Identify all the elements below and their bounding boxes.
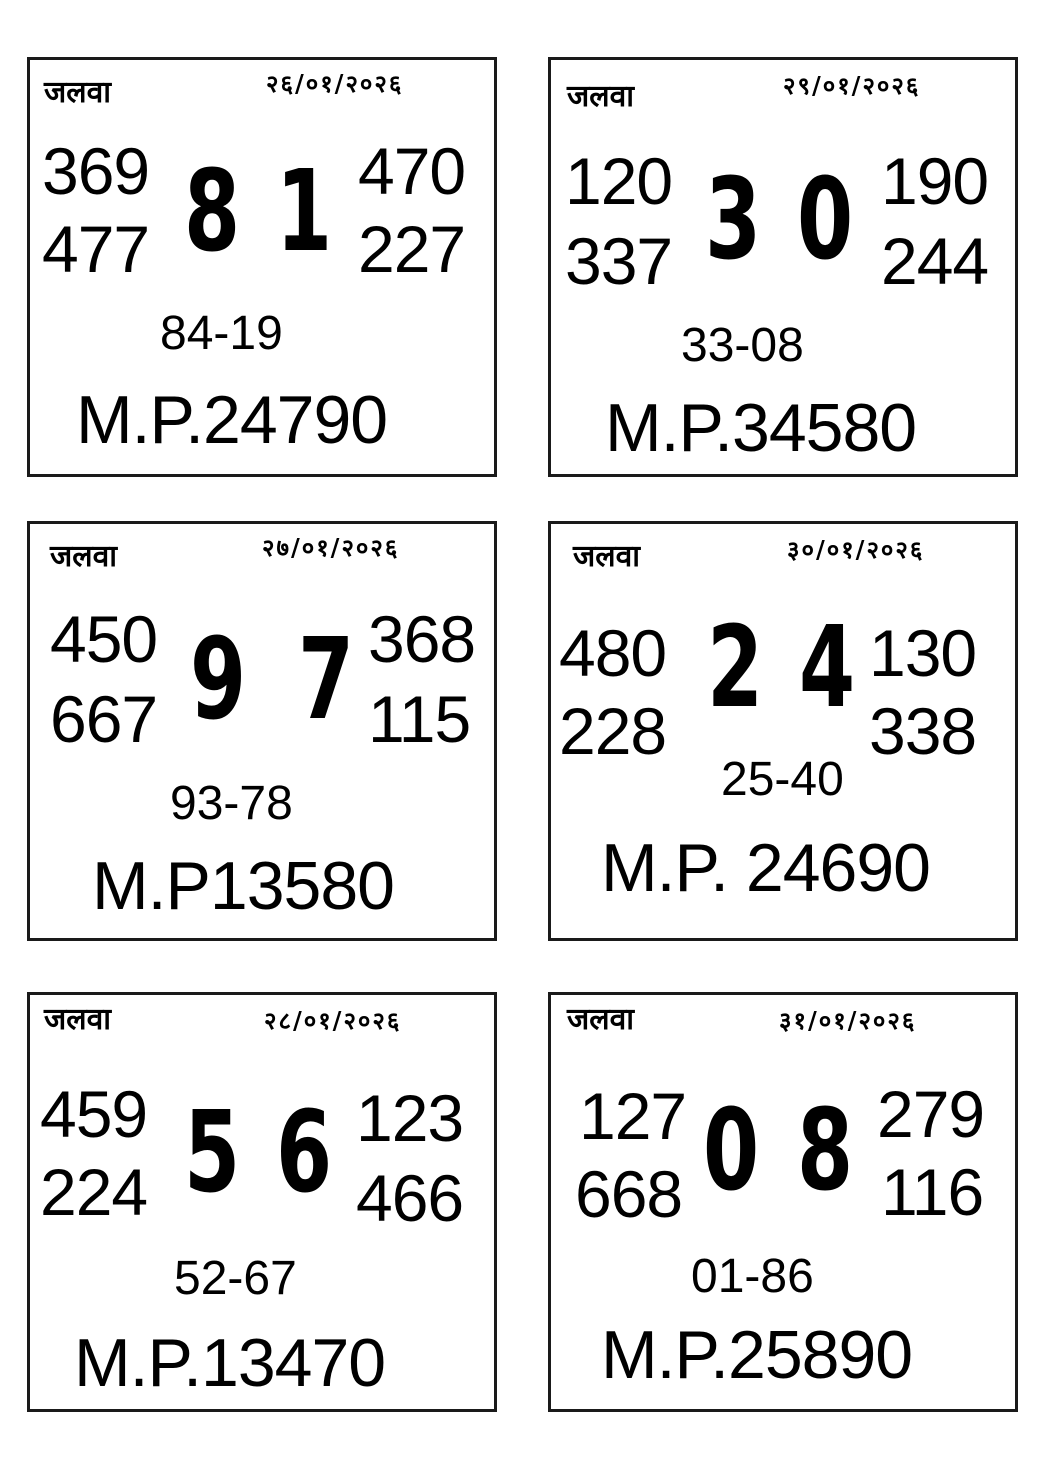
brand-label: जलवा [573,539,641,574]
result-digit-1: 2 [707,603,764,733]
jodi-label: 33-08 [681,319,804,372]
right-panna-bottom: 244 [881,224,989,298]
result-digit-2: 1 [276,147,333,277]
result-digit-1: 0 [703,1086,760,1216]
brand-label: जलवा [567,79,635,114]
jodi-label: 25-40 [721,753,844,806]
result-card-3 [27,521,497,941]
result-digit-2: 7 [298,615,355,745]
date-label: २८/०१/२०२६ [264,1006,402,1035]
mp-label: M.P.24790 [76,382,388,458]
right-panna-bottom: 466 [356,1161,464,1235]
result-card-1 [27,57,497,477]
right-panna-top: 123 [356,1081,464,1155]
result-digit-2: 8 [797,1086,854,1216]
brand-label: जलवा [50,539,118,574]
brand-label: जलवा [567,1002,635,1037]
right-panna-bottom: 116 [881,1155,984,1229]
mp-label: M.P.25890 [601,1317,913,1393]
result-digit-1: 8 [184,147,241,277]
left-panna-top: 450 [50,602,158,676]
date-label: ३०/०१/२०२६ [787,535,925,564]
brand-label: जलवा [44,1002,112,1037]
left-panna-bottom: 668 [575,1157,683,1231]
result-digit-2: 6 [276,1088,333,1218]
left-panna-bottom: 224 [40,1155,148,1229]
left-panna-top: 459 [40,1077,148,1151]
left-panna-top: 369 [42,134,150,208]
result-digit-2: 0 [797,155,854,285]
mp-label: M.P.13470 [74,1325,386,1401]
result-digit-1: 3 [705,155,762,285]
date-label: २६/०१/२०२६ [266,69,404,98]
mp-label: M.P13580 [92,848,394,924]
right-panna-top: 130 [869,616,977,690]
mp-label: M.P. 24690 [601,830,931,906]
left-panna-bottom: 667 [50,682,158,756]
jodi-label: 52-67 [174,1252,297,1305]
date-label: ३१/०१/२०२६ [779,1006,917,1035]
mp-label: M.P.34580 [605,390,917,466]
jodi-label: 84-19 [160,307,283,360]
date-label: २९/०१/२०२६ [783,71,921,100]
right-panna-bottom: 227 [358,212,466,286]
jodi-label: 93-78 [170,777,293,830]
right-panna-top: 190 [881,144,989,218]
right-panna-top: 279 [877,1077,985,1151]
left-panna-top: 480 [559,616,667,690]
result-card-5 [27,992,497,1412]
jodi-label: 01-86 [691,1250,814,1303]
result-card-2 [548,57,1018,477]
right-panna-bottom: 115 [368,682,471,756]
left-panna-bottom: 337 [565,224,673,298]
left-panna-bottom: 228 [559,694,667,768]
brand-label: जलवा [44,75,112,110]
right-panna-top: 470 [358,134,466,208]
result-digit-1: 5 [184,1088,241,1218]
right-panna-bottom: 338 [869,694,977,768]
right-panna-top: 368 [368,602,476,676]
left-panna-top: 127 [579,1079,687,1153]
result-card-6 [548,992,1018,1412]
left-panna-top: 120 [565,144,673,218]
result-digit-1: 9 [190,615,247,745]
date-label: २७/०१/२०२६ [262,533,400,562]
result-card-4 [548,521,1018,941]
result-digit-2: 4 [799,603,856,733]
left-panna-bottom: 477 [42,212,150,286]
